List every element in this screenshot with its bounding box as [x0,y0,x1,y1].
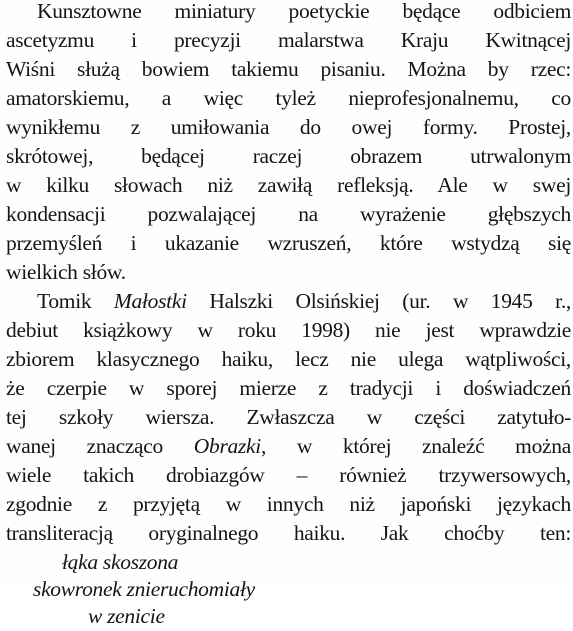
section-title-obrazki: Obrazki [193,434,261,458]
haiku-line: skowronek znieruchomiały [33,577,255,601]
paragraph-1-line: Kunsztowne miniatury poetyckie będące odbiciem [37,0,571,23]
text-span: Halszki Olsińskiej (ur. w 1945 r., [186,289,571,313]
paragraph-1-line: kondensacji pozwalającej na wyrażenie głębszych [6,202,571,226]
paragraph-2-line: debiut książkowy w roku 1998) nie jest wprawdzie [6,318,571,342]
paragraph-1-line: wielkich słów. [6,260,126,284]
paragraph-2-line: zbiorem klasycznego haiku, lecz nie ulega wątpliwości, [6,347,571,371]
paragraph-1-line: ascetyzmu i precyzji malarstwa Kraju Kwitnącej [6,28,571,52]
text-span: Tomik [37,289,114,313]
paragraph-2-line [37,287,571,316]
paragraph-1-line: skrótowej, będącej raczej obrazem utrwalonym [6,144,571,168]
paragraph-2-line [6,432,571,461]
haiku-line: w zenicie [88,604,165,628]
paragraph-1-line: wynikłemu z umiłowania do owej formy. Prostej, [6,115,571,139]
paragraph-2-line: że czerpie w sporej mierze z tradycji i doświadczeń [6,376,571,400]
paragraph-1-line: w kilku słowach niż zawiłą refleksją. Ale w swej [6,173,571,197]
paragraph-1-line: Wiśni służą bowiem takiemu pisaniu. Można by rzec: [6,57,571,81]
paragraph-2-line: transliteracją oryginalnego haiku. Jak choćby ten: [6,521,571,545]
text-span: wanej znacząco [6,434,194,458]
haiku-line: łąka skoszona [62,550,179,574]
paragraph-1-line: przemyśleń i ukazanie wzruszeń, które wstydzą się [6,231,571,255]
paragraph-1-line: amatorskiemu, a więc tyleż nieprofesjonalnemu, co [6,86,571,110]
book-title-malostki: Małostki [113,289,187,313]
paragraph-2-line: wiele takich drobiazgów – również trzywersowych, [6,463,571,487]
paragraph-2-line: tej szkoły wiersza. Zwłaszcza w części zatytuło- [6,405,571,429]
paragraph-2-line: zgodnie z przyjętą w innych niż japoński językach [6,492,571,516]
text-span: , w której znaleźć można [260,434,571,458]
